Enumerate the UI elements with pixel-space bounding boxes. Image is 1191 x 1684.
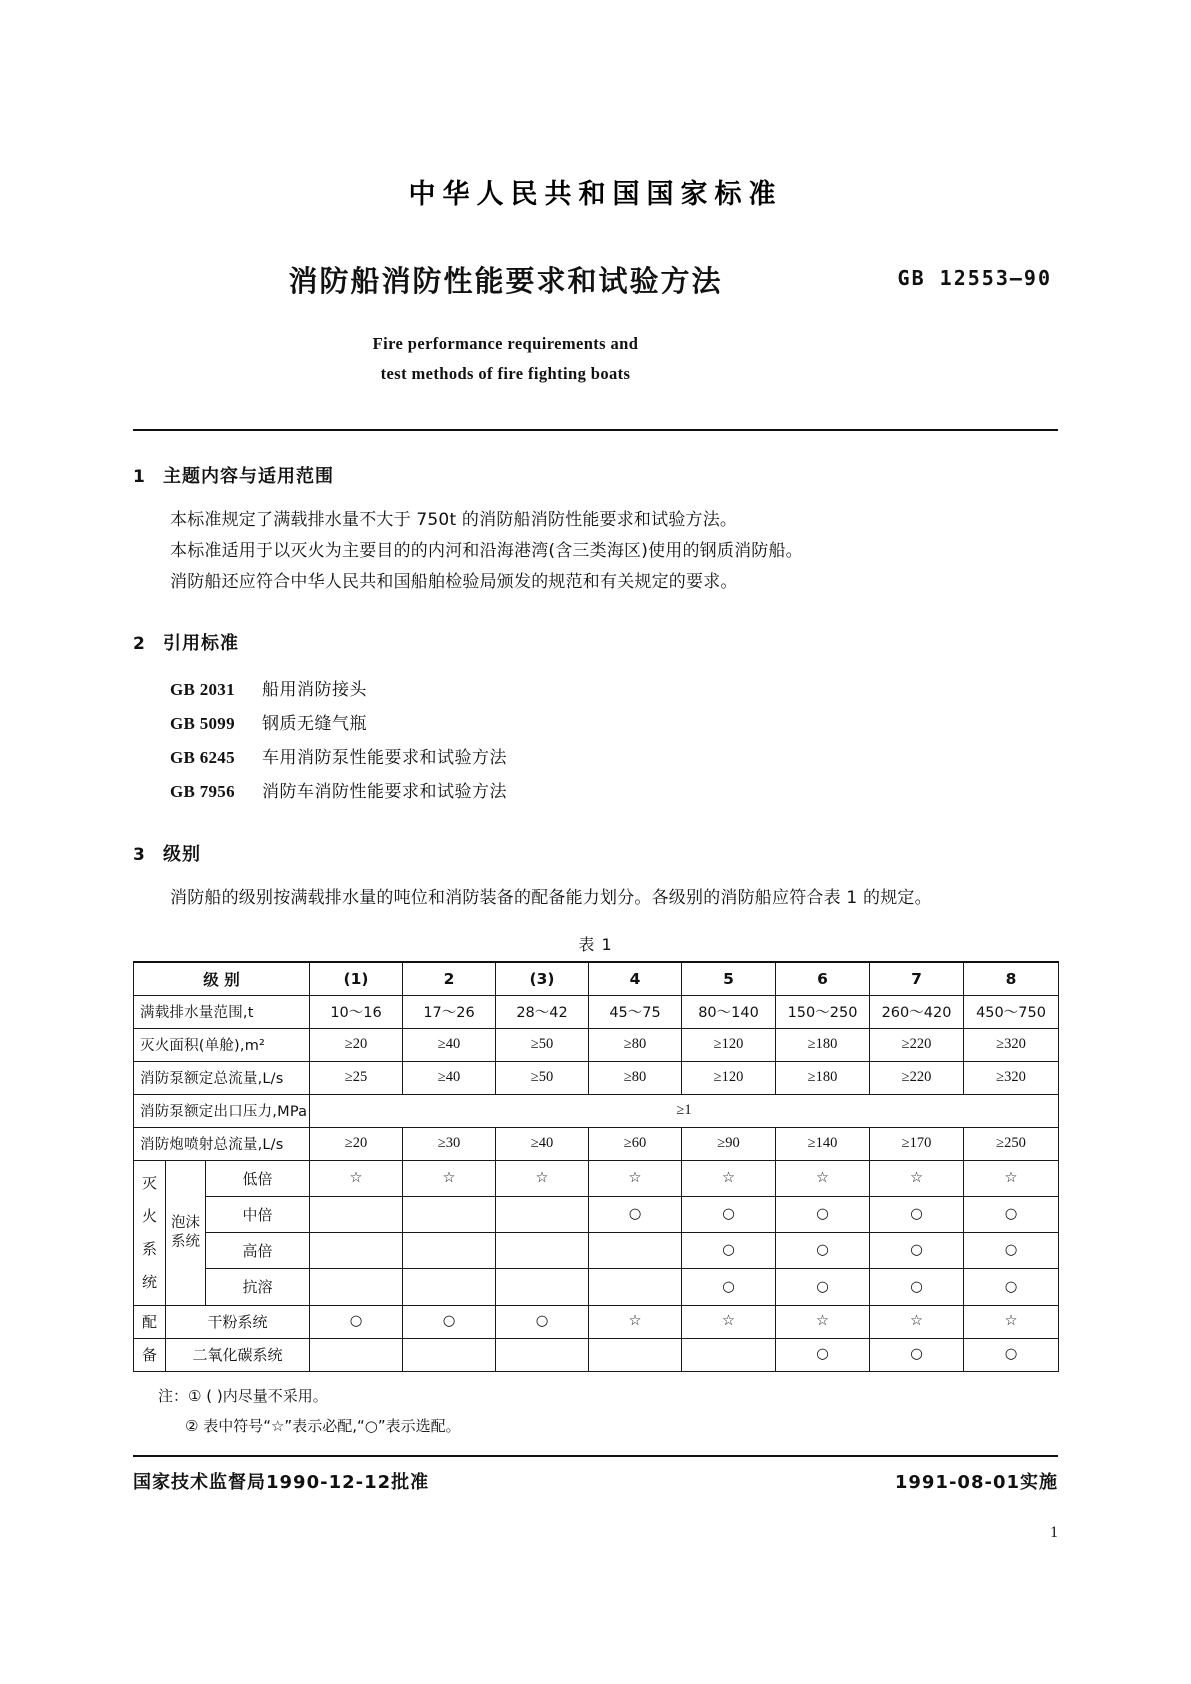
section-1-number: 1 <box>133 467 145 487</box>
section-3-paragraph-1: 消防船的级别按满载排水量的吨位和消防装备的配备能力划分。各级别的消防船应符合表 1 的规定。 <box>170 888 932 908</box>
cell <box>310 1338 403 1371</box>
row-label-fire-area: 灭火面积(单舱),m² <box>134 1028 310 1061</box>
english-title-line-2: test methods of fire fighting boats <box>380 364 631 383</box>
cell: 45～75 <box>589 995 682 1028</box>
reference-title: 消防车消防性能要求和试验方法 <box>262 782 507 802</box>
section-1-paragraph-2: 本标准适用于以灭火为主要目的的内河和沿海港湾(含三类海区)使用的钢质消防船。 <box>170 541 803 561</box>
table-header-row <box>134 962 1059 995</box>
table-header-class-1: (1) <box>310 962 403 995</box>
cell <box>496 1233 589 1269</box>
effective-date: 1991-08-01实施 <box>894 1471 1058 1493</box>
cell: ☆ <box>496 1160 589 1196</box>
reference-code: GB 2031 <box>170 680 235 699</box>
cell: ○ <box>310 1305 403 1338</box>
cell: ○ <box>776 1233 870 1269</box>
cell <box>310 1233 403 1269</box>
cell: ≥20 <box>310 1028 403 1061</box>
row-label-displacement: 满载排水量范围,t <box>134 995 310 1028</box>
cell <box>589 1338 682 1371</box>
equip-row-label-dry-powder: 干粉系统 <box>166 1305 310 1338</box>
group-label-char: 火 <box>141 1206 157 1225</box>
cell: 260～420 <box>870 995 964 1028</box>
cell: ○ <box>682 1269 776 1305</box>
cell: ≥40 <box>496 1127 589 1160</box>
reference-code: GB 7956 <box>170 782 235 801</box>
cell: ○ <box>682 1196 776 1232</box>
section-3-title: 级别 <box>163 844 201 865</box>
reference-code: GB 6245 <box>170 748 235 767</box>
row-label-monitor-flow: 消防炮喷射总流量,L/s <box>134 1127 310 1160</box>
cell: ○ <box>964 1269 1059 1305</box>
row-label-pump-flow: 消防泵额定总流量,L/s <box>134 1061 310 1094</box>
section-3-heading <box>133 840 1058 866</box>
table-notes <box>133 1381 1058 1441</box>
cell: ≥220 <box>870 1028 964 1061</box>
section-1-title: 主题内容与适用范围 <box>163 466 334 487</box>
equip-row-label-co2: 二氧化碳系统 <box>166 1338 310 1371</box>
cell: ≥60 <box>589 1127 682 1160</box>
cell <box>682 1338 776 1371</box>
table-row <box>134 1094 1059 1127</box>
equip-row-label-medium: 中倍 <box>206 1196 310 1232</box>
cell: ≥250 <box>964 1127 1059 1160</box>
cell: ≥40 <box>403 1061 496 1094</box>
list-item <box>170 673 1058 707</box>
page-number: 1 <box>1050 1523 1058 1541</box>
foam-label-line-2: 系统 <box>171 1233 200 1250</box>
cell: ≥120 <box>682 1061 776 1094</box>
cell: ☆ <box>776 1305 870 1338</box>
cell: ≥80 <box>589 1028 682 1061</box>
referenced-standards-list <box>170 673 1058 809</box>
equip-row-label-high: 高倍 <box>206 1233 310 1269</box>
foam-system-label <box>166 1160 206 1305</box>
cell: ☆ <box>776 1160 870 1196</box>
table-row <box>134 1305 1059 1338</box>
cell: 450～750 <box>964 995 1059 1028</box>
english-title <box>133 329 1058 389</box>
equip-row-label-alcohol-resistant: 抗溶 <box>206 1269 310 1305</box>
page-content <box>133 0 1058 1541</box>
cell: ☆ <box>682 1305 776 1338</box>
group-label-char-1 <box>134 1160 166 1305</box>
section-2-title: 引用标准 <box>163 633 239 654</box>
table-row <box>134 1160 1059 1196</box>
group-label-char-5: 配 <box>134 1305 166 1338</box>
section-1-paragraph-1: 本标准规定了满载排水量不大于 750t 的消防船消防性能要求和试验方法。 <box>170 510 738 530</box>
cell: ○ <box>589 1196 682 1232</box>
cell: ≥20 <box>310 1127 403 1160</box>
section-1-heading <box>133 462 1058 488</box>
cell: ○ <box>870 1338 964 1371</box>
table-row <box>134 1269 1059 1305</box>
cell <box>310 1269 403 1305</box>
cell: ≥320 <box>964 1061 1059 1094</box>
national-standard-heading: 中华人民共和国国家标准 <box>408 179 783 210</box>
cell: ≥170 <box>870 1127 964 1160</box>
cell: ○ <box>682 1233 776 1269</box>
reference-title: 船用消防接头 <box>262 680 367 700</box>
list-item <box>170 741 1058 775</box>
cell: ≥90 <box>682 1127 776 1160</box>
cell: ☆ <box>589 1160 682 1196</box>
cell: ☆ <box>682 1160 776 1196</box>
cell: ≥180 <box>776 1061 870 1094</box>
table-row <box>134 1127 1059 1160</box>
cell: ○ <box>776 1196 870 1232</box>
table-row <box>134 995 1059 1028</box>
table-header-class-6: 6 <box>776 962 870 995</box>
section-2-number: 2 <box>133 634 145 654</box>
group-label-char: 系 <box>141 1239 157 1258</box>
cell: ≥80 <box>589 1061 682 1094</box>
equip-row-label-low: 低倍 <box>206 1160 310 1196</box>
title-row <box>133 259 1058 301</box>
specification-table <box>133 961 1059 1372</box>
footer-divider <box>133 1455 1058 1457</box>
cell: ≥320 <box>964 1028 1059 1061</box>
cell: ○ <box>496 1305 589 1338</box>
cell: 80～140 <box>682 995 776 1028</box>
cell: 17～26 <box>403 995 496 1028</box>
cell: ☆ <box>870 1305 964 1338</box>
approval-statement: 国家技术监督局1990-12-12批准 <box>133 1471 430 1493</box>
cell: ○ <box>403 1305 496 1338</box>
table-header-class-8: 8 <box>964 962 1059 995</box>
cell <box>589 1269 682 1305</box>
table-header-class-3: (3) <box>496 962 589 995</box>
masthead-divider <box>133 429 1058 431</box>
page-footer <box>133 1468 1058 1541</box>
document-title: 消防船消防性能要求和试验方法 <box>288 264 723 298</box>
masthead <box>133 172 1058 389</box>
cell: ○ <box>964 1233 1059 1269</box>
table-header-class-label: 级 别 <box>134 962 310 995</box>
cell: ≥30 <box>403 1127 496 1160</box>
reference-title: 钢质无缝气瓶 <box>262 714 367 734</box>
row-label-pump-pressure: 消防泵额定出口压力,MPa <box>134 1094 310 1127</box>
cell: ☆ <box>870 1160 964 1196</box>
cell: ☆ <box>310 1160 403 1196</box>
cell-pump-pressure-value: ≥1 <box>310 1094 1059 1127</box>
section-1-paragraph-3: 消防船还应符合中华人民共和国船舶检验局颁发的规范和有关规定的要求。 <box>170 572 738 592</box>
cell <box>496 1269 589 1305</box>
cell <box>403 1196 496 1232</box>
cell: ○ <box>870 1269 964 1305</box>
group-label-char: 统 <box>141 1272 157 1291</box>
cell: ≥25 <box>310 1061 403 1094</box>
table-header-class-7: 7 <box>870 962 964 995</box>
list-item <box>170 775 1058 809</box>
table-note-1: 注：① ( )内尽量不采用。 <box>158 1386 328 1405</box>
table-header-class-5: 5 <box>682 962 776 995</box>
section-3-number: 3 <box>133 845 145 865</box>
table-row <box>134 1061 1059 1094</box>
cell: ☆ <box>403 1160 496 1196</box>
cell: 10～16 <box>310 995 403 1028</box>
reference-code: GB 5099 <box>170 714 235 733</box>
cell <box>403 1233 496 1269</box>
cell: ○ <box>870 1196 964 1232</box>
table-row <box>134 1028 1059 1061</box>
cell: ≥180 <box>776 1028 870 1061</box>
cell: ≥120 <box>682 1028 776 1061</box>
section-2-heading <box>133 629 1058 655</box>
group-label-char-6: 备 <box>134 1338 166 1371</box>
table-row <box>134 1196 1059 1232</box>
cell: ○ <box>964 1196 1059 1232</box>
cell: ○ <box>964 1338 1059 1371</box>
foam-label-line-1: 泡沫 <box>171 1214 200 1231</box>
table-note-2: ② 表中符号“☆”表示必配,“○”表示选配。 <box>185 1416 461 1435</box>
cell: ≥220 <box>870 1061 964 1094</box>
cell <box>589 1233 682 1269</box>
cell <box>310 1196 403 1232</box>
cell: 28～42 <box>496 995 589 1028</box>
group-label-char: 灭 <box>141 1173 157 1192</box>
cell: ☆ <box>589 1305 682 1338</box>
table-header-class-4: 4 <box>589 962 682 995</box>
cell: ○ <box>870 1233 964 1269</box>
cell: ☆ <box>964 1305 1059 1338</box>
cell: ≥50 <box>496 1028 589 1061</box>
table-row <box>134 1338 1059 1371</box>
table-row <box>134 1233 1059 1269</box>
cell <box>403 1338 496 1371</box>
cell <box>403 1269 496 1305</box>
english-title-line-1: Fire performance requirements and <box>372 334 639 353</box>
cell <box>496 1338 589 1371</box>
standard-number: GB 12553—90 <box>897 266 1052 290</box>
table-caption: 表 1 <box>578 935 613 954</box>
cell <box>496 1196 589 1232</box>
cell: ≥50 <box>496 1061 589 1094</box>
cell: ○ <box>776 1269 870 1305</box>
cell: ○ <box>776 1338 870 1371</box>
table-header-class-2: 2 <box>403 962 496 995</box>
list-item <box>170 707 1058 741</box>
cell: ≥40 <box>403 1028 496 1061</box>
cell: 150～250 <box>776 995 870 1028</box>
reference-title: 车用消防泵性能要求和试验方法 <box>262 748 507 768</box>
cell: ≥140 <box>776 1127 870 1160</box>
cell: ☆ <box>964 1160 1059 1196</box>
